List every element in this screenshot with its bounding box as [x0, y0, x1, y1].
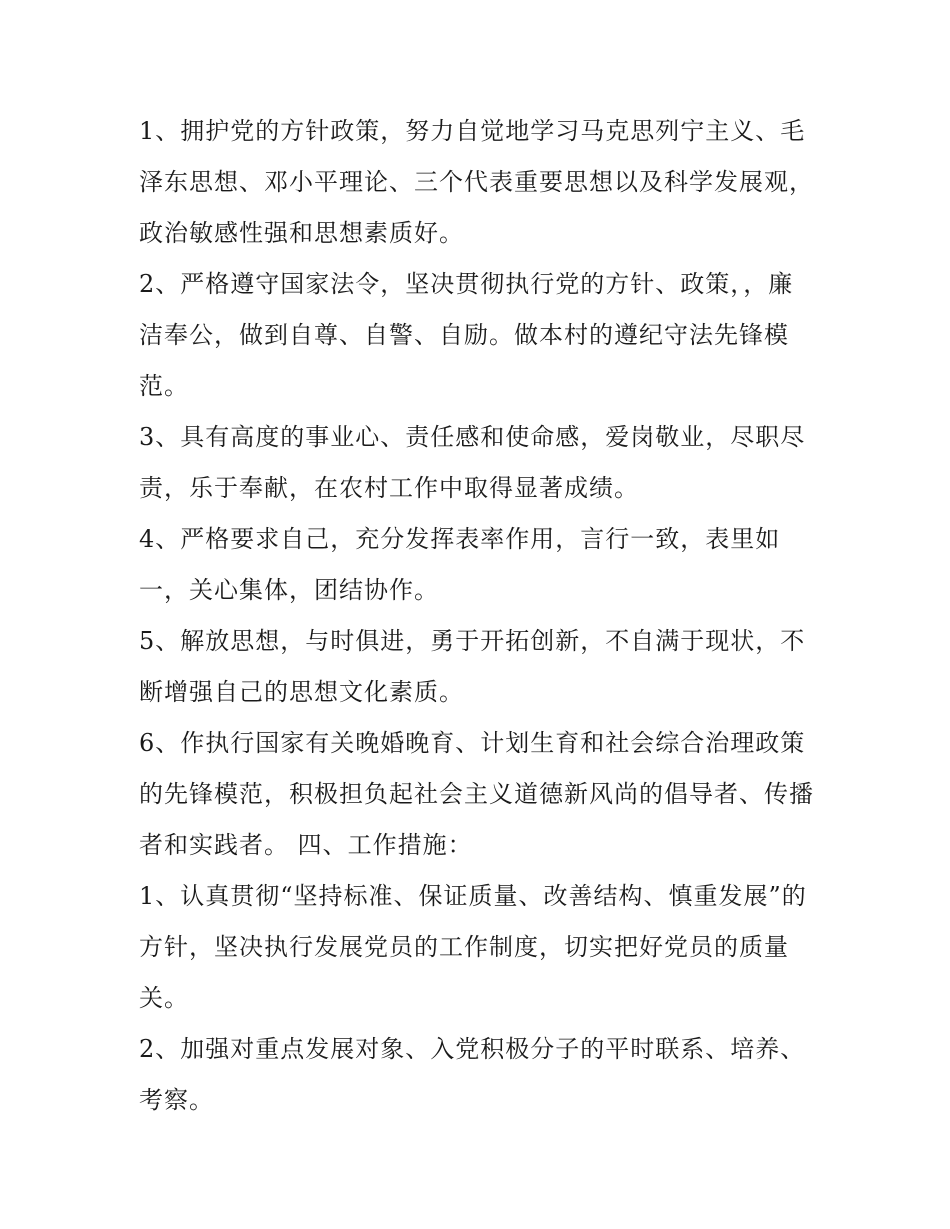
text-line: 2、加强对重点发展对象、入党积极分子的平时联系、培养、: [139, 1035, 806, 1063]
paragraph-measure-1: [139, 871, 819, 1024]
text-line: 责，乐于奉献，在农村工作中取得显著成绩。: [139, 474, 639, 502]
paragraph-requirement-6: [139, 718, 819, 871]
text-line: 一，关心集体，团结协作。: [139, 576, 439, 604]
text-line: 考察。: [139, 1086, 214, 1114]
document-body: [139, 106, 819, 1126]
text-line: 的先锋模范，积极担负起社会主义道德新风尚的倡导者、传播: [139, 780, 814, 808]
text-line: 方针，坚决执行发展党员的工作制度，切实把好党员的质量: [139, 933, 789, 961]
text-line: 2、严格遵守国家法令，坚决贯彻执行党的方针、政策，，廉: [139, 270, 794, 298]
paragraph-requirement-2: [139, 259, 819, 412]
text-line: 3、具有高度的事业心、责任感和使命感，爱岗敬业，尽职尽: [139, 423, 806, 451]
text-line: 断增强自己的思想文化素质。: [139, 678, 464, 706]
text-line: 洁奉公，做到自尊、自警、自励。做本村的遵纪守法先锋模: [139, 321, 789, 349]
text-line: 4、严格要求自己，充分发挥表率作用，言行一致，表里如: [139, 525, 781, 553]
paragraph-requirement-5: [139, 616, 819, 718]
text-line: 1、拥护党的方针政策，努力自觉地学习马克思列宁主义、毛: [139, 117, 806, 145]
text-line: 泽东思想、邓小平理论、三个代表重要思想以及科学发展观，: [139, 168, 814, 196]
text-line: 6、作执行国家有关晚婚晚育、计划生育和社会综合治理政策: [139, 729, 806, 757]
paragraph-requirement-1: [139, 106, 819, 259]
text-line: 者和实践者。 四、工作措施：: [139, 831, 473, 859]
text-line: 政治敏感性强和思想素质好。: [139, 219, 464, 247]
paragraph-requirement-3: [139, 412, 819, 514]
text-line: 5、解放思想，与时俱进，勇于开拓创新，不自满于现状，不: [139, 627, 806, 655]
text-line: 范。: [139, 372, 189, 400]
text-line: 1、认真贯彻“坚持标准、保证质量、改善结构、慎重发展”的: [139, 882, 807, 910]
paragraph-measure-2: [139, 1024, 819, 1126]
paragraph-requirement-4: [139, 514, 819, 616]
text-line: 关。: [139, 984, 189, 1012]
